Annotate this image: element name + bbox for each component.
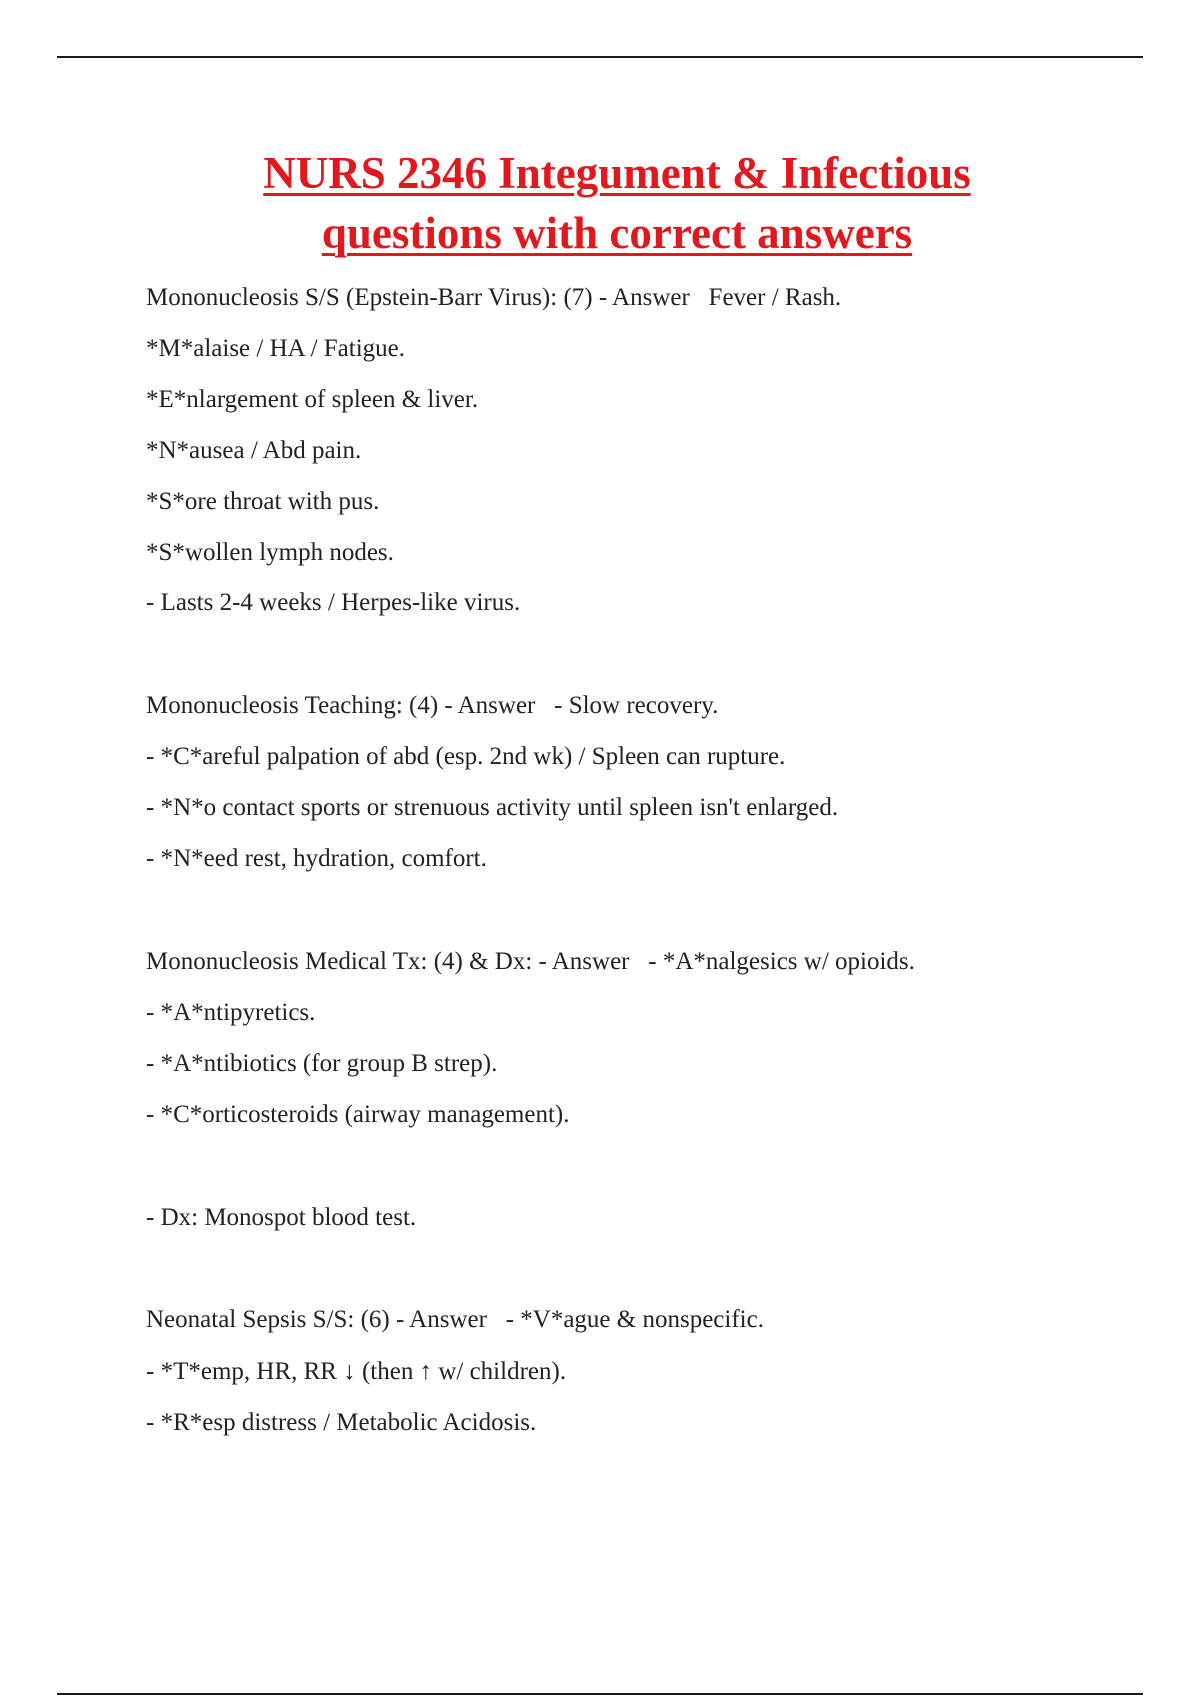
mono-tx-corticosteroids: - *C*orticosteroids (airway management). — [146, 1101, 570, 1128]
sepsis-ss-resp: - *R*esp distress / Metabolic Acidosis. — [146, 1409, 537, 1436]
title-line-1: NURS 2346 Integument & Infectious — [263, 148, 971, 198]
mono-tx-antibiotics: - *A*ntibiotics (for group B strep). — [146, 1050, 498, 1077]
mono-teaching-no-contact: - *N*o contact sports or strenuous activity until spleen isn't enlarged. — [146, 794, 839, 821]
mono-teaching-question: Mononucleosis Teaching: (4) - Answer - Slow recovery. — [146, 692, 719, 719]
mono-dx-monospot: - Dx: Monospot blood test. — [146, 1204, 417, 1231]
mono-ss-sore-throat: *S*ore throat with pus. — [146, 488, 380, 515]
bottom-rule — [57, 1693, 1143, 1695]
document-title — [0, 143, 1200, 263]
sepsis-ss-vitals: - *T*emp, HR, RR ↓ (then ↑ w/ children). — [146, 1358, 567, 1385]
sepsis-ss-question: Neonatal Sepsis S/S: (6) - Answer - *V*ague & nonspecific. — [146, 1306, 764, 1333]
mono-teaching-palpation: - *C*areful palpation of abd (esp. 2nd wk) / Spleen can rupture. — [146, 743, 786, 770]
mono-teaching-rest: - *N*eed rest, hydration, comfort. — [146, 845, 487, 872]
mono-ss-question: Mononucleosis S/S (Epstein-Barr Virus): (7) - Answer Fever / Rash. — [146, 284, 842, 311]
mono-ss-nausea: *N*ausea / Abd pain. — [146, 437, 362, 464]
mono-ss-malaise: *M*alaise / HA / Fatigue. — [146, 335, 405, 362]
mono-ss-enlargement: *E*nlargement of spleen & liver. — [146, 386, 479, 413]
mono-ss-duration: - Lasts 2-4 weeks / Herpes-like virus. — [146, 589, 521, 616]
mono-tx-question: Mononucleosis Medical Tx: (4) & Dx: - Answer - *A*nalgesics w/ opioids. — [146, 948, 915, 975]
top-rule — [57, 56, 1143, 58]
title-line-2: questions with correct answers — [321, 208, 913, 258]
mono-tx-antipyretics: - *A*ntipyretics. — [146, 999, 316, 1026]
mono-ss-swollen-nodes: *S*wollen lymph nodes. — [146, 539, 394, 566]
